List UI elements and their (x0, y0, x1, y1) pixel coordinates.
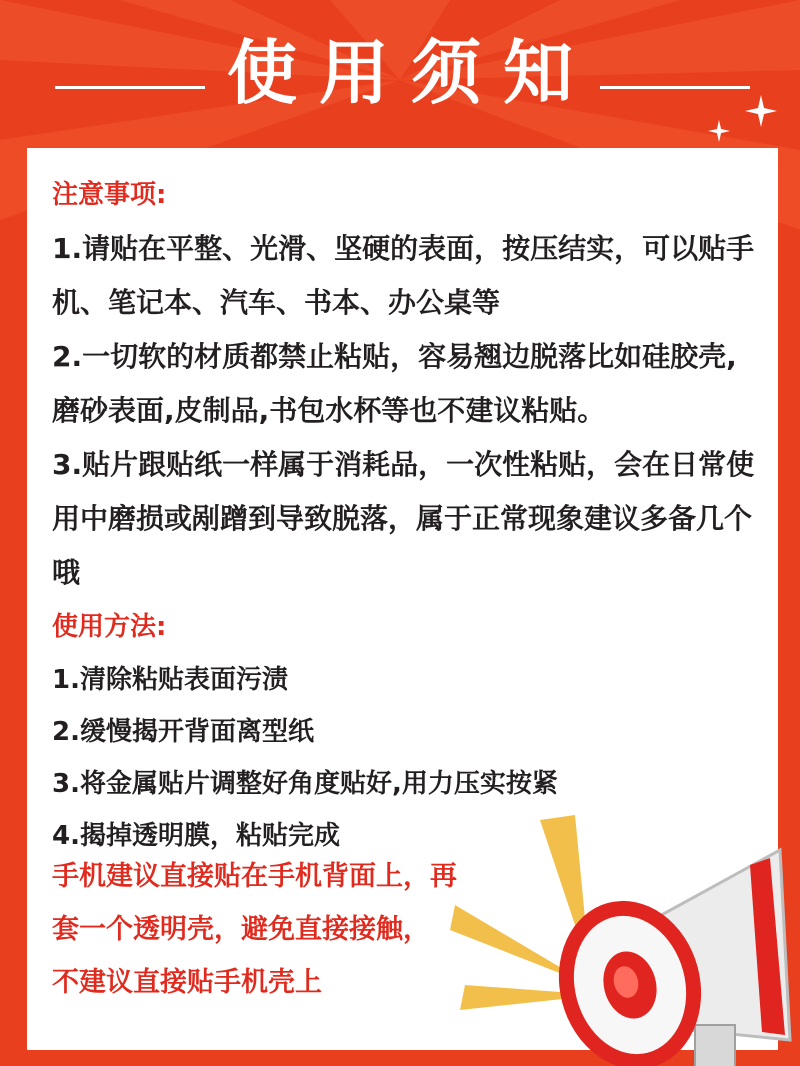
notice-heading: 注意事项: (52, 180, 167, 210)
sparkle-icon (708, 120, 730, 142)
notice-item-3: 3.贴片跟贴纸一样属于消耗品，一次性粘贴，会在日常使用中磨损或剐蹭到导致脱落，属于正常现象建议多备几个哦 (52, 448, 755, 589)
warning-line-2: 套一个透明壳，避免直接接触， (52, 914, 430, 945)
usage-step-2: 2.缓慢揭开背面离型纸 (52, 717, 314, 747)
page-title: 使用须知 (227, 32, 595, 114)
warning-line-3: 不建议直接贴手机壳上 (52, 967, 322, 998)
page-header (0, 0, 800, 150)
usage-heading: 使用方法: (52, 612, 167, 642)
notice-item-1: 1.请贴在平整、光滑、坚硬的表面，按压结实，可以贴手机、笔记本、汽车、书本、办公桌等 (52, 232, 755, 319)
usage-step-3: 3.将金属贴片调整好角度贴好,用力压实按紧 (52, 769, 558, 799)
usage-step-1: 1.清除粘贴表面污渍 (52, 665, 288, 695)
sparkle-icon (745, 95, 777, 127)
notice-content (52, 168, 760, 862)
megaphone-icon (440, 810, 800, 1066)
notice-item-2: 2.一切软的材质都禁止粘贴，容易翘边脱落比如硅胶壳,磨砂表面,皮制品,书包水杯等也不建议粘贴。 (52, 340, 737, 427)
title-right-rule (600, 86, 750, 89)
warning-line-1: 手机建议直接贴在手机背面上，再 (52, 861, 457, 892)
usage-step-4: 4.揭掉透明膜，粘贴完成 (52, 821, 340, 851)
